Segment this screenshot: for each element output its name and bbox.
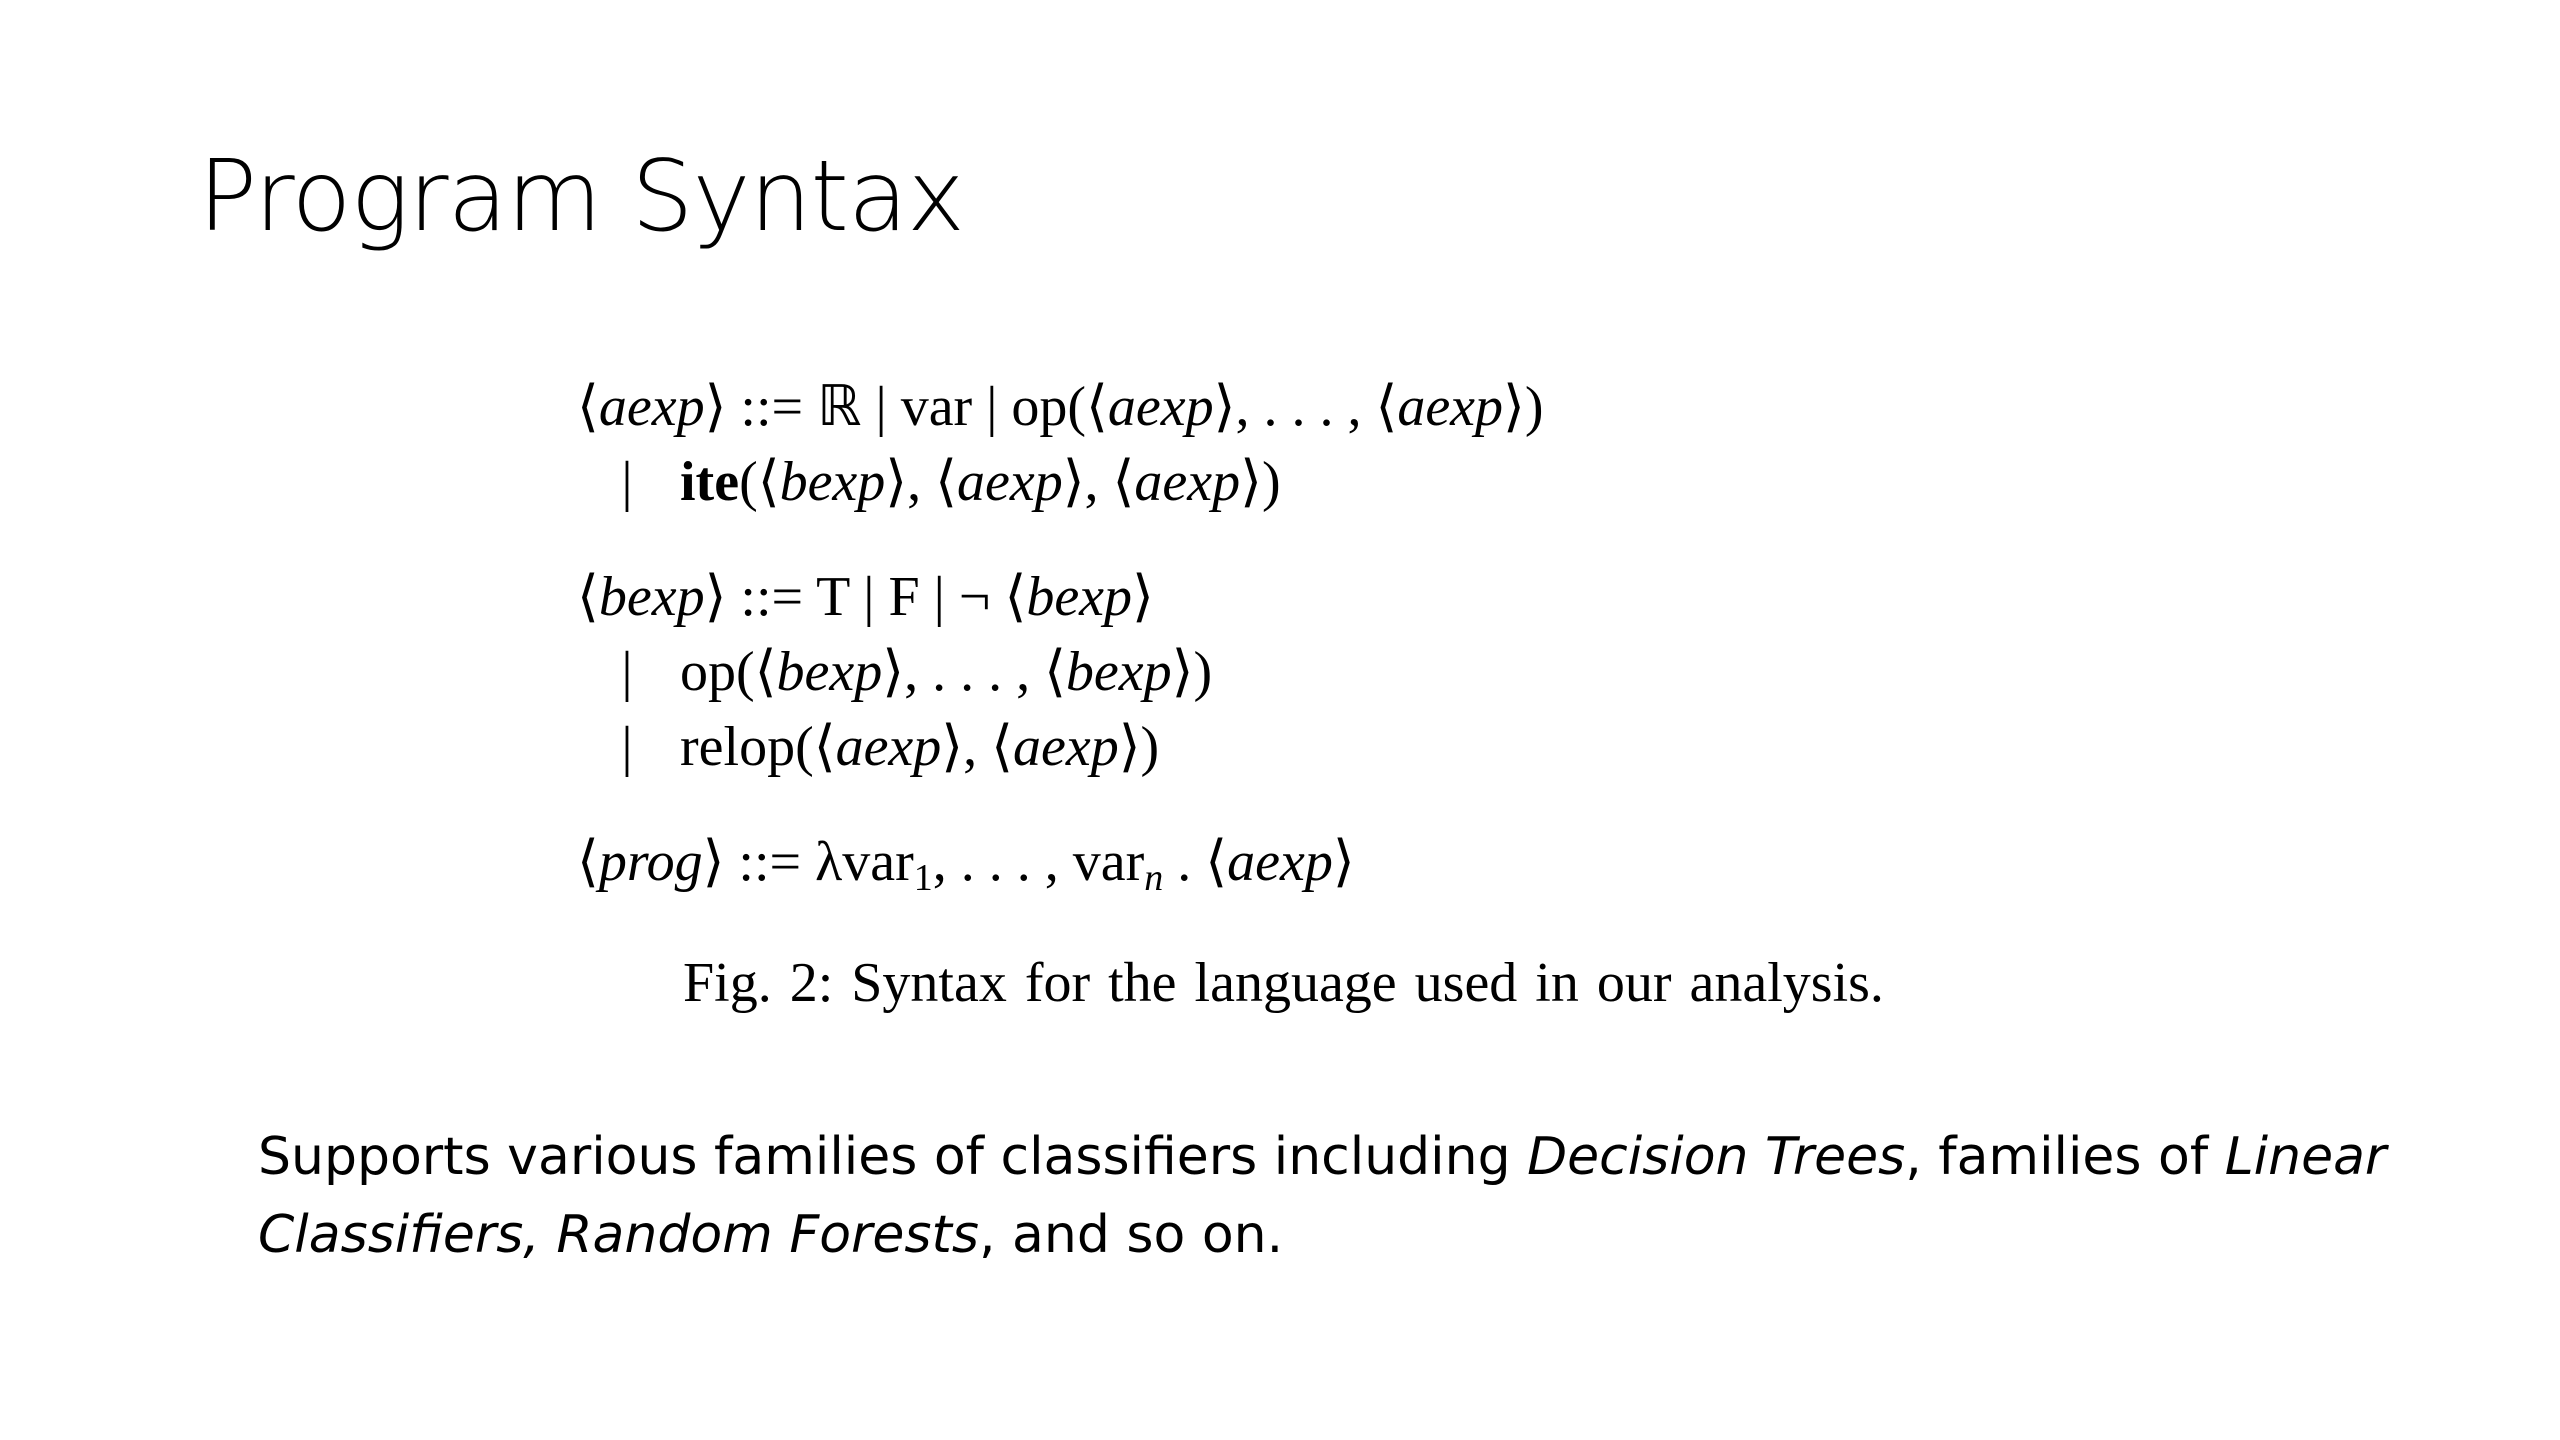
body-text-segment: , and so on. bbox=[979, 1205, 1284, 1265]
alternative-bar: | bbox=[621, 451, 633, 513]
nonterminal-text: bexp bbox=[1026, 566, 1133, 628]
symbol-text: ⟩ bbox=[1332, 831, 1355, 893]
body-emphasis: Linear Classifiers, Random Forests bbox=[258, 1127, 2387, 1265]
body-paragraph bbox=[258, 1118, 2408, 1274]
symbol-text: ⟩ ::= T | F | ¬ ⟨ bbox=[704, 566, 1027, 628]
symbol-text: ⟩ bbox=[1132, 566, 1154, 628]
symbol-text: . ⟨ bbox=[1163, 831, 1228, 893]
alternative-bar: | bbox=[621, 641, 633, 703]
nonterminal-text: aexp bbox=[1227, 831, 1333, 893]
grammar-line bbox=[577, 560, 1544, 635]
nonterminal-text: aexp bbox=[1397, 376, 1504, 438]
grammar-line bbox=[577, 635, 1544, 710]
grammar-rule-prog bbox=[577, 825, 1544, 900]
symbol-text: (⟨ bbox=[739, 451, 780, 513]
grammar-rule-bexp bbox=[577, 560, 1544, 785]
nonterminal-text: bexp bbox=[779, 451, 886, 513]
body-emphasis: Decision Trees bbox=[1527, 1127, 1906, 1187]
keyword-text: ite bbox=[680, 451, 740, 513]
grammar-line bbox=[577, 825, 1544, 900]
symbol-text: ⟩) bbox=[1118, 716, 1160, 778]
nonterminal-text: aexp bbox=[1107, 376, 1214, 438]
symbol-text: ⟩, ⟨ bbox=[1062, 451, 1135, 513]
symbol-text: ⟨ bbox=[577, 376, 599, 438]
nonterminal-text: aexp bbox=[1012, 716, 1119, 778]
symbol-text: ⟩ ::= λvar bbox=[702, 831, 914, 893]
symbol-text: ⟩, . . . , ⟨ bbox=[1213, 376, 1398, 438]
grammar-line bbox=[577, 445, 1544, 520]
nonterminal-text: aexp bbox=[956, 451, 1063, 513]
figure-caption: Fig. 2: Syntax for the language used in our analysis. bbox=[683, 952, 1884, 1014]
nonterminal-text: aexp bbox=[1134, 451, 1241, 513]
symbol-text: , . . . , var bbox=[932, 831, 1145, 893]
grammar-rule-aexp bbox=[577, 370, 1544, 520]
nonterminal-text: bexp bbox=[776, 641, 883, 703]
symbol-text: ⟨ bbox=[577, 831, 599, 893]
symbol-text: ⟩) bbox=[1503, 376, 1544, 438]
slide-title: Program Syntax bbox=[198, 140, 965, 254]
symbol-text: ⟩) bbox=[1240, 451, 1281, 513]
symbol-text: ⟩ ::= ℝ | var | op(⟨ bbox=[704, 376, 1108, 438]
symbol-text: ⟨ bbox=[577, 566, 599, 628]
nonterminal-text: prog bbox=[598, 831, 703, 893]
symbol-text: ⟩) bbox=[1171, 641, 1213, 703]
grammar-line bbox=[577, 710, 1544, 785]
grammar-line bbox=[577, 370, 1544, 445]
symbol-text: ⟩, ⟨ bbox=[885, 451, 957, 513]
nonterminal-text: bexp bbox=[1065, 641, 1172, 703]
body-text-segment: , families of bbox=[1905, 1127, 2225, 1187]
nonterminal-text: aexp bbox=[835, 716, 942, 778]
nonterminal-text: aexp bbox=[598, 376, 705, 438]
syntax-figure bbox=[577, 370, 1544, 900]
symbol-text: op(⟨ bbox=[680, 641, 777, 703]
body-text-segment: Supports various families of classifiers including bbox=[258, 1127, 1528, 1187]
symbol-text: relop(⟨ bbox=[680, 716, 836, 778]
nonterminal-text: bexp bbox=[598, 566, 705, 628]
alternative-bar: | bbox=[621, 716, 633, 778]
subscript-text: 1 bbox=[913, 857, 933, 899]
symbol-text: ⟩, . . . , ⟨ bbox=[882, 641, 1066, 703]
symbol-text: ⟩, ⟨ bbox=[941, 716, 1013, 778]
subscript-text: n bbox=[1144, 857, 1164, 899]
